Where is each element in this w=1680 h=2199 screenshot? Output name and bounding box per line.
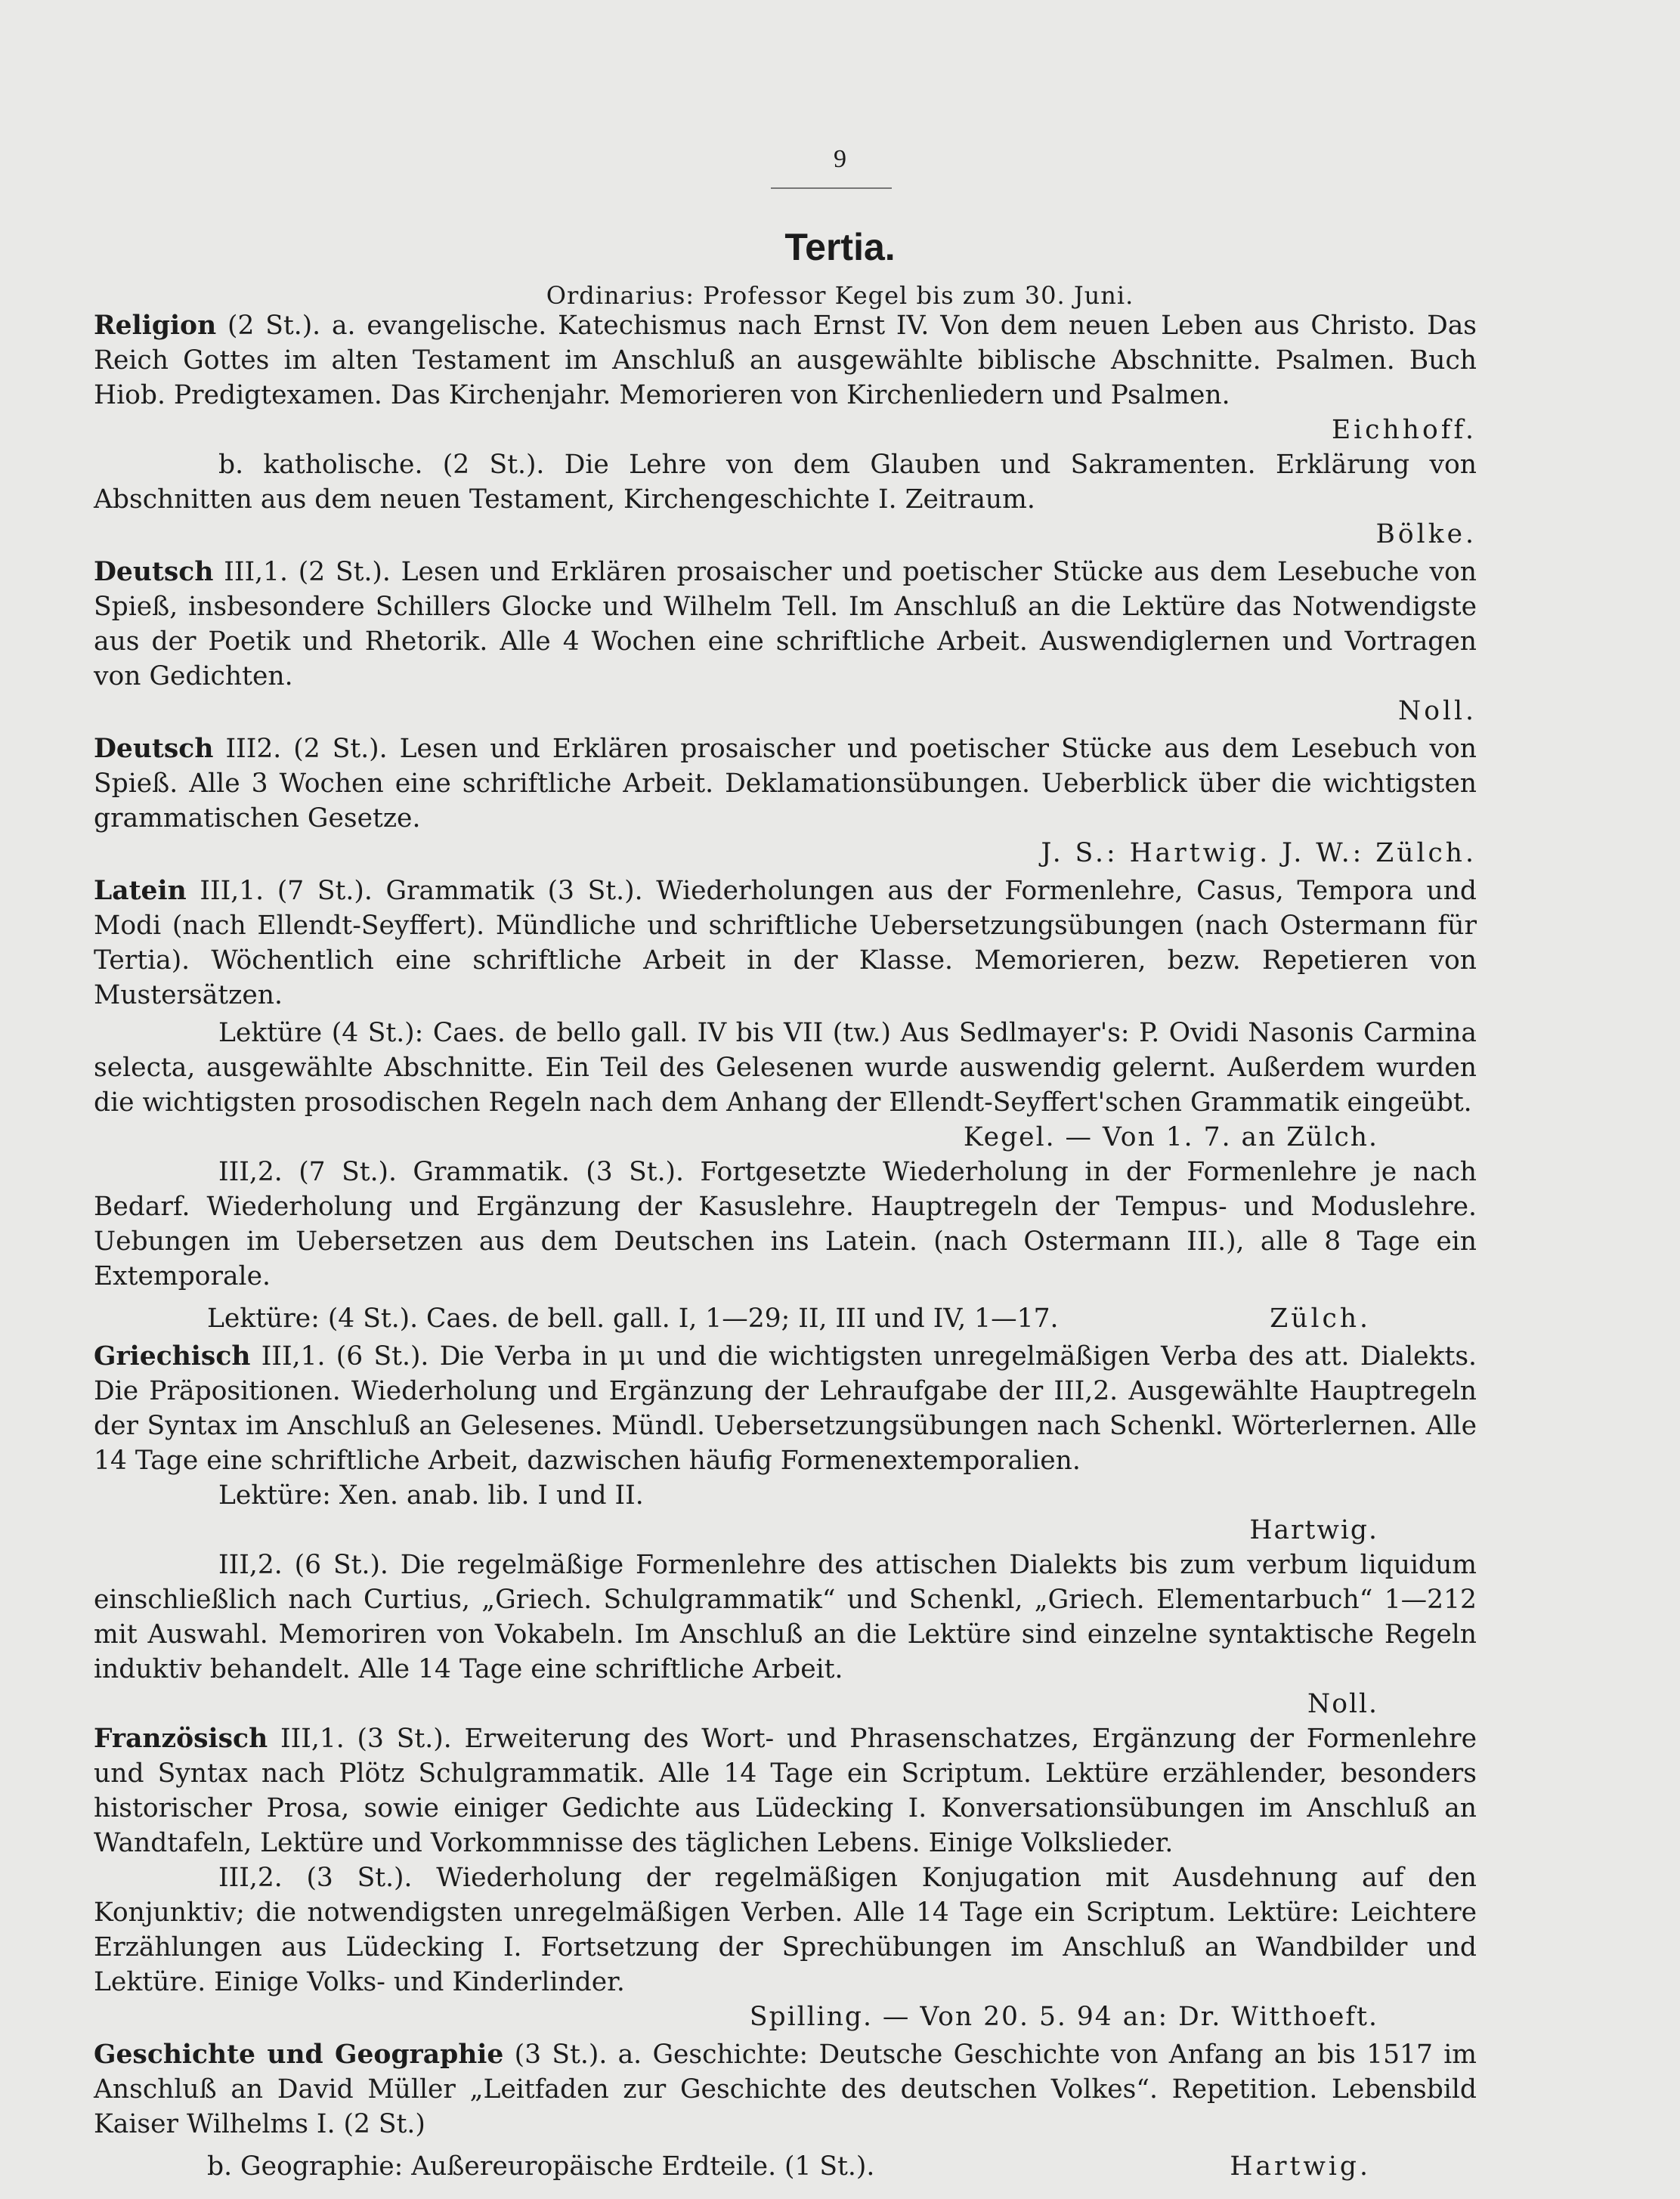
geschichte-paragraph xyxy=(94,2037,1477,2142)
subject-heading: Französisch xyxy=(94,1724,268,1754)
paragraph-text: III,1. (2 St.). Lesen und Erklären prosaischer und poetischer Stücke aus dem Lesebuche von Spieß, insbesondere Schillers Glocke und Wilhelm Tell. Im Anschluß an die Lektüre das Notwendigste aus der Poetik und Rhetorik. Alle 4 Wochen eine schriftliche Arbeit. Auswendiglernen und Vortragen von Gedichten. xyxy=(94,557,1477,691)
teacher-name: Kegel. — Von 1. 7. an Zülch. xyxy=(963,1122,1378,1152)
geographie-row xyxy=(94,2142,1477,2184)
franzoesisch-iii2-paragraph: III,2. (3 St.). Wiederholung der regelmäßigen Konjugation mit Ausdehnung auf den Konjunktiv; die notwendigsten unregelmäßigen Verben. Alle 14 Tage ein Scriptum. Lektüre: Leichtere Erzählungen aus Lüdecking I. Fortsetzung der Sprechübungen im Anschluß an Wandbilder und Lektüre. Einige Volks- und Kinderlinder. xyxy=(94,1863,1477,1997)
latein-iii2-paragraph: III,2. (7 St.). Grammatik. (3 St.). Fortgesetzte Wiederholung in der Formenlehre je nach Bedarf. Wiederholung und Ergänzung der Kasuslehre. Hauptregeln der Tempus- und Moduslehre. Uebungen im Uebersetzen aus dem Deutschen ins Latein. (nach Ostermann III.), alle 8 Tage ein Extemporale. xyxy=(94,1157,1477,1291)
paragraph-text: III,1. (6 St.). Die Verba in μι und die wichtigsten unregelmäßigen Verba des att. Dialekts. Die Präpositionen. Wiederholung und Ergänzung der Lehraufgabe der III,2. Ausgewählte Hauptregeln der Syntax im Anschluß an Gelesenes. Mündl. Uebersetzungsübungen nach Schenkl. Wörterlernen. Alle 14 Tage eine schriftliche Arbeit, dazwischen häufig Formenextemporalien. xyxy=(94,1341,1477,1476)
ordinarius-line: Ordinarius: Professor Kegel bis zum 30. Juni. xyxy=(546,281,1134,310)
geographie-text: b. Geographie: Außereuropäische Erdteile. (1 St.). xyxy=(207,2151,875,2182)
griechisch-iii1-paragraph xyxy=(94,1339,1477,1478)
teacher-name: J. S.: Hartwig. J. W.: Zülch. xyxy=(1041,838,1477,868)
latein-lekture2-text: Lektüre: (4 St.). Caes. de bell. gall. I, 1—29; II, III und IV, 1—17. xyxy=(207,1304,1059,1334)
religion-paragraph xyxy=(94,308,1477,413)
franzoesisch-iii1-paragraph xyxy=(94,1721,1477,1860)
subject-heading: Religion xyxy=(94,311,217,341)
curriculum-content xyxy=(94,308,1477,2184)
deutsch-iii1-paragraph xyxy=(94,555,1477,694)
teacher-name: Noll. xyxy=(1398,696,1477,726)
subject-heading: Griechisch xyxy=(94,1341,251,1372)
subject-heading: Geschichte und Geographie xyxy=(94,2040,504,2070)
paragraph-text: (2 St.). a. evangelische. Katechismus nach Ernst IV. Von dem neuen Leben aus Christo. Das Reich Gottes im alten Testament im Anschluß an ausgewählte biblische Abschnitte. Psalmen. Buch Hiob. Predigtexamen. Das Kirchenjahr. Memorieren von Kirchenliedern und Psalmen. xyxy=(94,311,1477,410)
deutsch-iii2-paragraph xyxy=(94,731,1477,836)
page-title: Tertia. xyxy=(784,226,896,268)
religion-catholic-paragraph: b. katholische. (2 St.). Die Lehre von dem Glauben und Sakramenten. Erklärung von Abschnitten aus dem neuen Testament, Kirchengeschichte I. Zeitraum. xyxy=(94,450,1477,515)
paragraph-text: III2. (2 St.). Lesen und Erklären prosaischer und poetischer Stücke aus dem Lesebuch von Spieß. Alle 3 Wochen eine schriftliche Arbeit. Deklamationsübungen. Ueberblick über die wichtigsten grammatischen Gesetze. xyxy=(94,734,1477,834)
subject-heading: Deutsch xyxy=(94,557,214,587)
subject-heading: Latein xyxy=(94,876,187,906)
teacher-name: Zülch. xyxy=(1270,1304,1371,1334)
paragraph-text: (3 St.). a. Geschichte: Deutsche Geschichte von Anfang an bis 1517 im Anschluß an David Müller „Leitfaden zur Geschichte des deutschen Volkes“. Repetition. Lebensbild Kaiser Wilhelms I. (2 St.) xyxy=(94,2040,1477,2139)
teacher-name: Noll. xyxy=(1307,1689,1378,1719)
teacher-name: Spilling. — Von 20. 5. 94 an: Dr. Witthoeft. xyxy=(749,2002,1378,2032)
griechisch-lekture: Lektüre: Xen. anab. lib. I und II. xyxy=(218,1480,644,1511)
page-number: 9 xyxy=(834,145,846,173)
header-rule xyxy=(771,187,892,189)
teacher-name: Hartwig. xyxy=(1249,1515,1378,1545)
teacher-name: Hartwig. xyxy=(1230,2151,1371,2182)
griechisch-iii2-paragraph: III,2. (6 St.). Die regelmäßige Formenlehre des attischen Dialekts bis zum verbum liquidum einschließlich nach Curtius, „Griech. Schulgrammatik“ und Schenkl, „Griech. Elementarbuch“ 1—212 mit Auswahl. Memoriren von Vokabeln. Im Anschluß an die Lektüre sind einzelne syntaktische Regeln induktiv behandelt. Alle 14 Tage eine schriftliche Arbeit. xyxy=(94,1550,1477,1684)
paragraph-text: III,1. (7 St.). Grammatik (3 St.). Wiederholungen aus der Formenlehre, Casus, Tempora und Modi (nach Ellendt-Seyffert). Mündliche und schriftliche Uebersetzungsübungen (nach Ostermann für Tertia). Wöchentlich eine schriftliche Arbeit in der Klasse. Memorieren, bezw. Repetieren von Mustersätzen. xyxy=(94,876,1477,1010)
subject-heading: Deutsch xyxy=(94,734,214,764)
latein-iii1-paragraph xyxy=(94,874,1477,1013)
teacher-name: Eichhoff. xyxy=(1331,415,1477,445)
teacher-name: Bölke. xyxy=(1375,519,1477,549)
latein-lekture2-row xyxy=(94,1294,1477,1336)
latein-lekture-paragraph: Lektüre (4 St.): Caes. de bello gall. IV bis VII (tw.) Aus Sedlmayer's: P. Ovidi Nasonis Carmina selecta, ausgewählte Abschnitte. Ein Teil des Gelesenen wurde auswendig gelernt. Außerdem wurden die wichtigsten prosodischen Regeln nach dem Anhang der Ellendt-Seyffert'schen Grammatik eingeübt. xyxy=(94,1018,1477,1118)
paragraph-text: III,1. (3 St.). Erweiterung des Wort- und Phrasenschatzes, Ergänzung der Formenlehre und Syntax nach Plötz Schulgrammatik. Alle 14 Tage ein Scriptum. Lektüre erzählender, besonders historischer Prosa, sowie einiger Gedichte aus Lüdecking I. Konversationsübungen im Anschluß an Wandtafeln, Lektüre und Vorkommnisse des täglichen Lebens. Einige Volkslieder. xyxy=(94,1724,1477,1858)
